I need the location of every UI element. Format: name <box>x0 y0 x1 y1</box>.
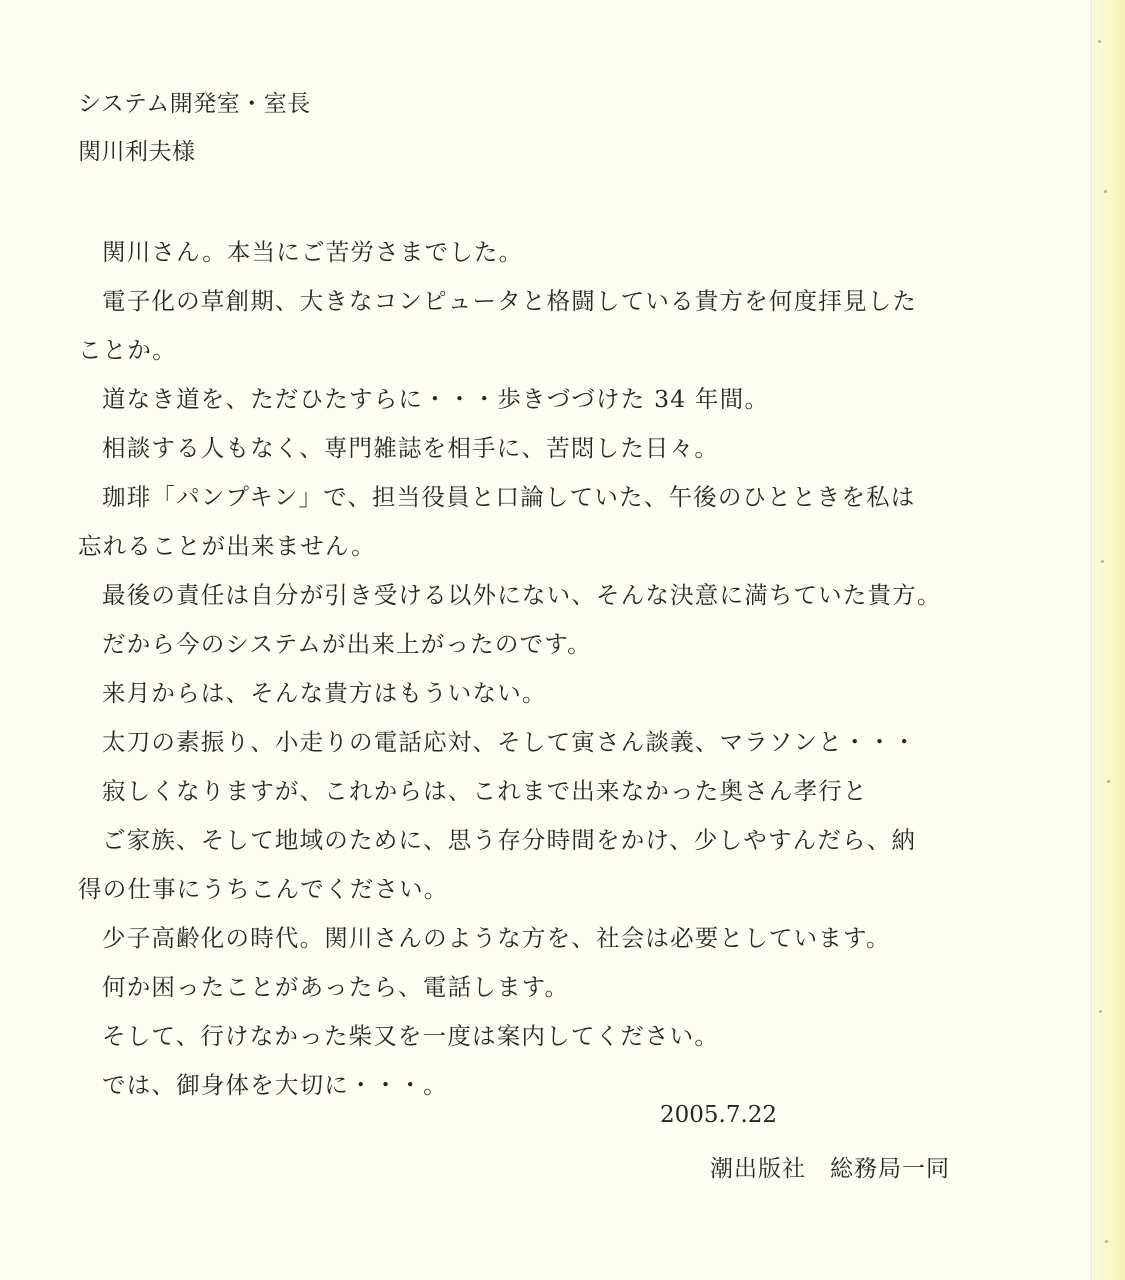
letter-line: 太刀の素振り、小走りの電話応対、そして寅さん談義、マラソンと・・・ <box>102 728 918 756</box>
letter-line: では、御身体を大切に・・・。 <box>102 1071 448 1099</box>
letter-date: 2005.7.22 <box>660 1102 778 1128</box>
letter-line: 得の仕事にうちこんでください。 <box>78 875 449 903</box>
letter-line: 来月からは、そんな貴方はもういない。 <box>102 679 547 707</box>
letter-line: 電子化の草創期、大きなコンピュータと格闘している貴方を何度拝見した <box>102 287 918 315</box>
paper-edge <box>1091 0 1125 1280</box>
letter-body <box>78 228 998 1110</box>
letter-line: だから今のシステムが出来上がったのです。 <box>102 630 592 658</box>
letter-line: 関川さん。本当にご苦労さまでした。 <box>102 238 524 266</box>
letter-line: 忘れることが出来ません。 <box>78 532 376 560</box>
letter-sender: 潮出版社 総務局一同 <box>710 1156 950 1182</box>
letter-line: 相談する人もなく、専門雑誌を相手に、苦悶した日々。 <box>102 434 720 462</box>
letter-line: 寂しくなりますが、これからは、これまで出来なかった奥さん孝行と <box>102 777 868 805</box>
letter-line: 少子高齢化の時代。関川さんのような方を、社会は必要としています。 <box>102 924 891 952</box>
letter-line: そして、行けなかった柴又を一度は案内してください。 <box>102 1022 720 1050</box>
letter-line: 道なき道を、ただひたすらに・・・歩きづづけた 34 年間。 <box>102 385 770 413</box>
letter-line: 最後の責任は自分が引き受ける以外にない、そんな決意に満ちていた貴方。 <box>102 581 942 609</box>
letter-line: 珈琲「パンプキン」で、担当役員と口論していた、午後のひとときを私は <box>102 483 916 511</box>
recipient-name: 関川利夫様 <box>78 139 196 165</box>
letter-line: ことか。 <box>78 336 177 364</box>
recipient-title: システム開発室・室長 <box>78 91 311 117</box>
letter-line: 何か困ったことがあったら、電話します。 <box>102 973 570 1001</box>
letter-line: ご家族、そして地域のために、思う存分時間をかけ、少しやすんだら、納 <box>102 826 917 854</box>
